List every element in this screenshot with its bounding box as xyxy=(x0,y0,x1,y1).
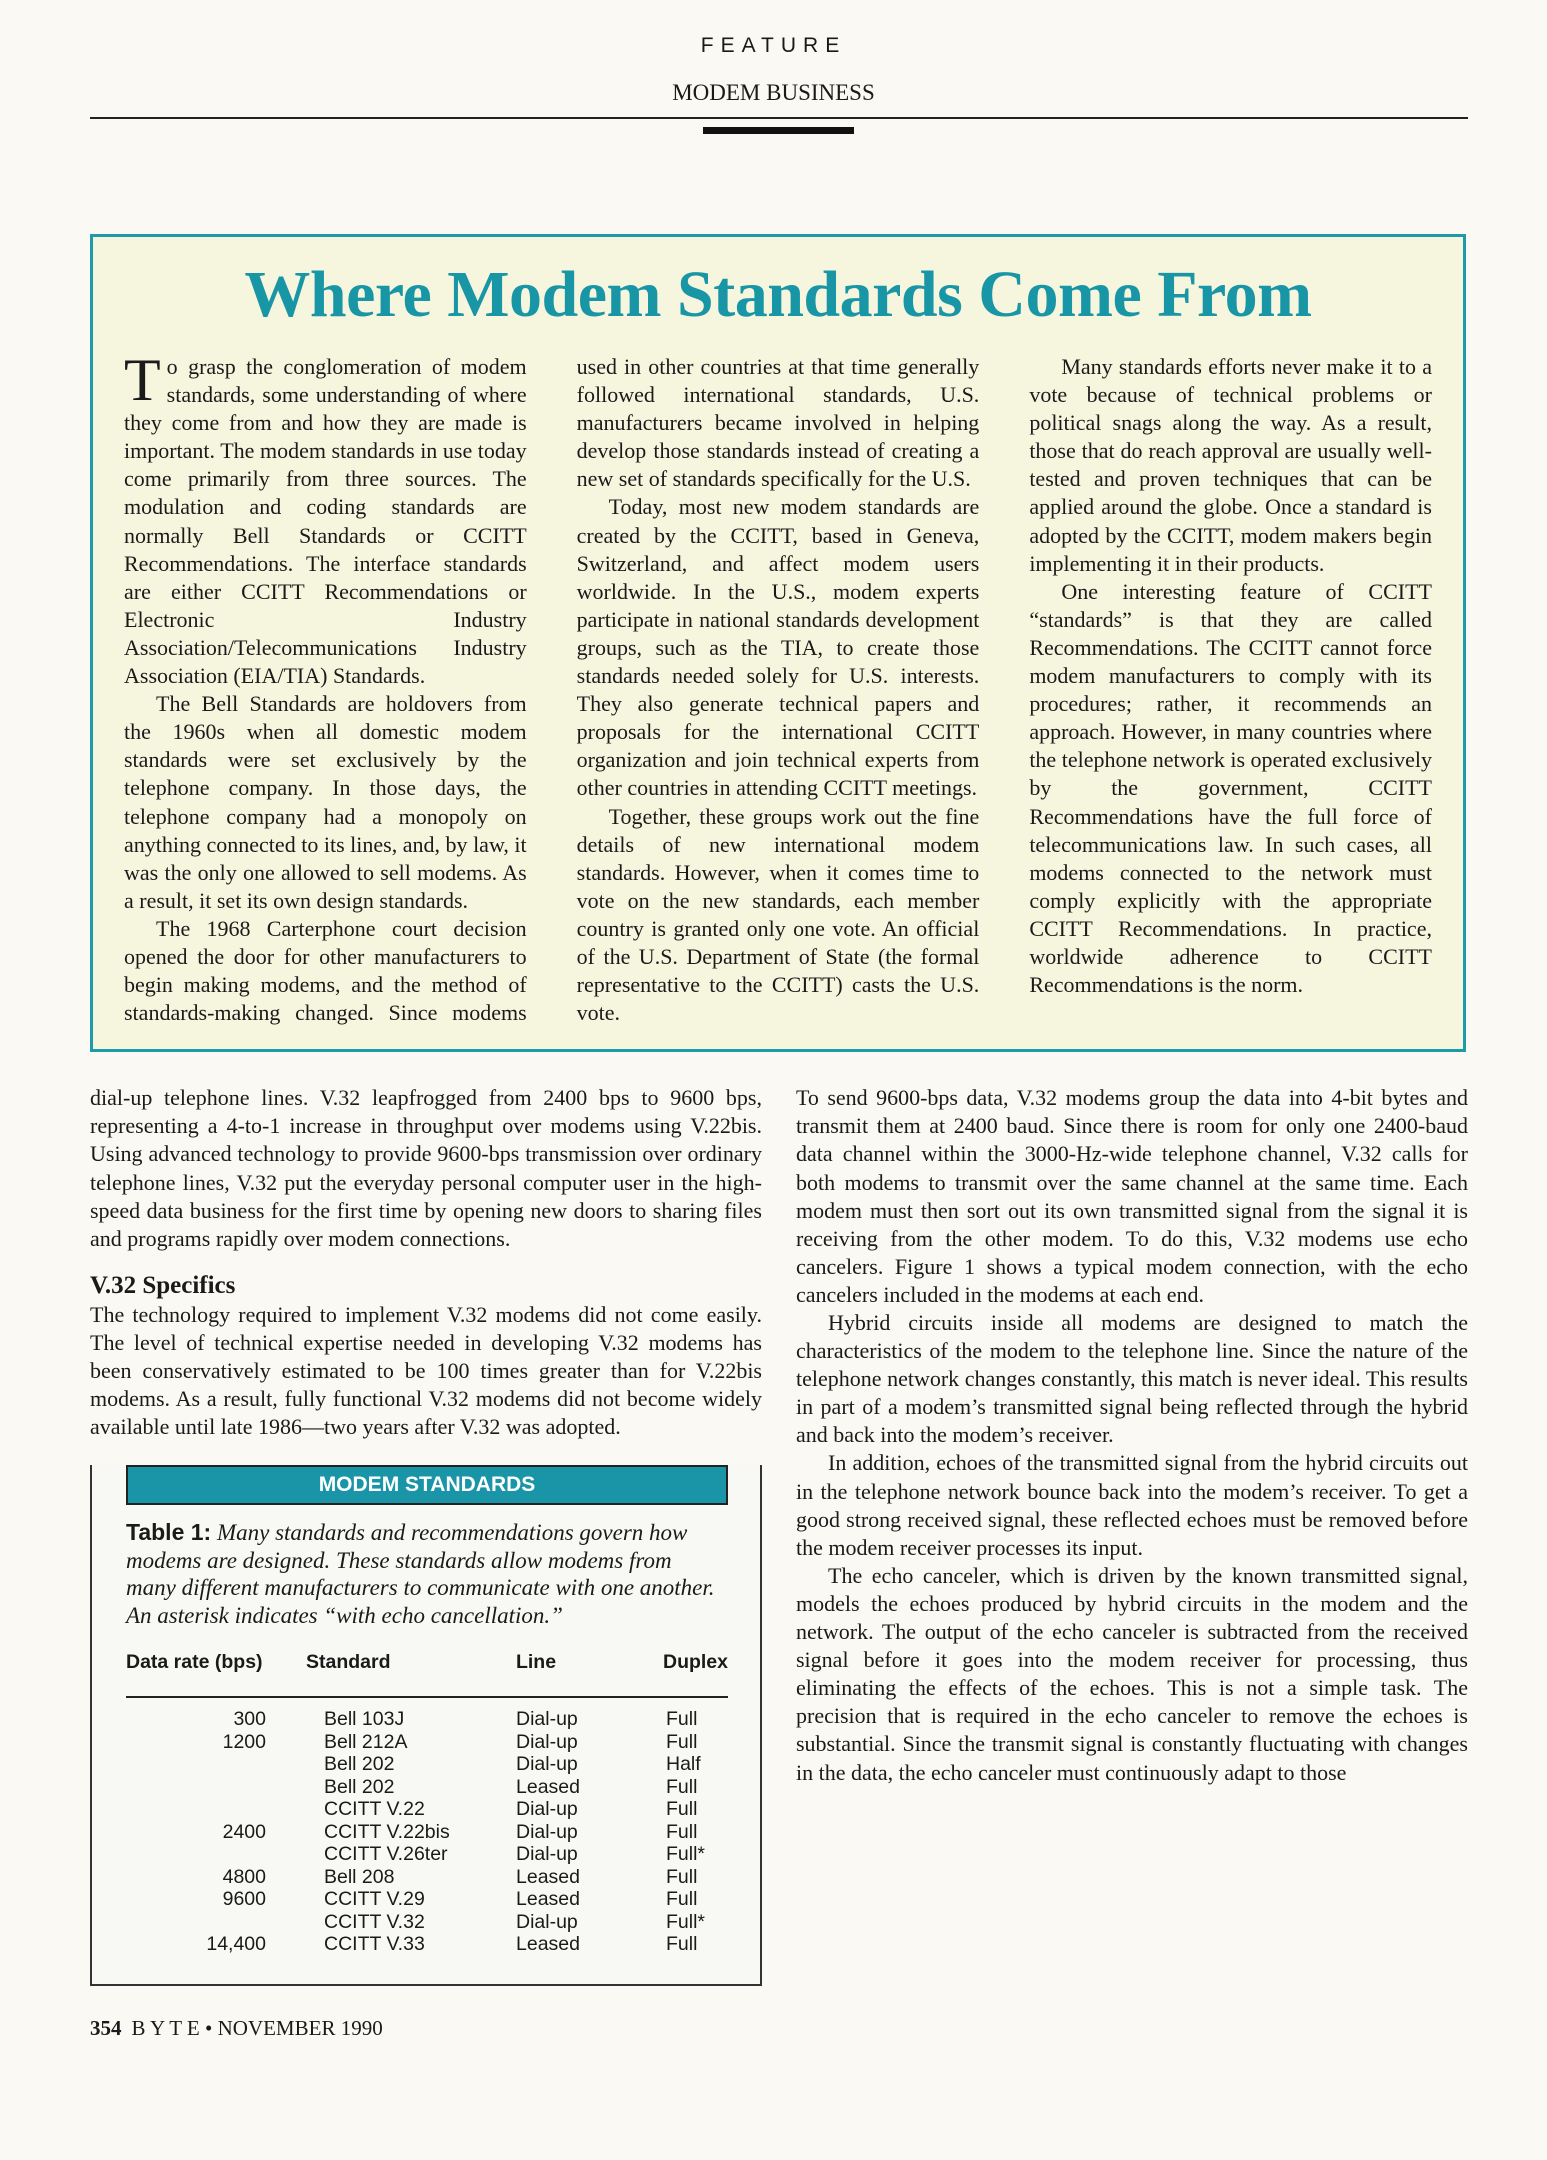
table-cell: Leased xyxy=(516,1775,580,1798)
table-caption-label: Table 1: xyxy=(126,1519,212,1546)
sidebar-paragraph xyxy=(124,347,527,690)
footer-text: B Y T E • NOVEMBER 1990 xyxy=(131,2015,383,2040)
article-column-left xyxy=(90,1084,762,1986)
table-cell: Full xyxy=(666,1730,698,1753)
table-cell: Dial-up xyxy=(516,1730,578,1753)
modem-standards-table-box xyxy=(90,1465,762,1986)
table-cell: CCITT V.22 xyxy=(324,1798,425,1821)
table-row xyxy=(126,1731,728,1754)
table-cell: CCITT V.26ter xyxy=(324,1843,448,1866)
table-cell: CCITT V.22bis xyxy=(324,1820,450,1843)
table-row xyxy=(126,1933,728,1956)
page-content xyxy=(90,234,1468,2061)
sidebar-paragraph: Today, most new modem standards are created by the CCITT, based in Geneva, Switzerland, and affect modem users worldwide. In the U.S., modem experts participate in national standards development groups, such as the TIA, to create those standards needed solely for U.S. interests. They also generate technical papers and proposals for the international CCITT organization and join technical experts from other countries in attending CCITT meetings. xyxy=(576,494,980,801)
sidebar-paragraph: The Bell Standards are holdovers from the 1960s when all domestic modem standards were set exclusively by the telephone company. In those days, the telephone company had a monopoly on anything connected to its lines, and, by law, it was the only one allowed to sell modems. As a result, it set its own design standards. xyxy=(124,691,527,913)
table-row xyxy=(126,1843,728,1866)
table-cell: Bell 202 xyxy=(324,1753,395,1776)
table-cell: Dial-up xyxy=(516,1753,578,1776)
article-paragraph: dial-up telephone lines. V.32 leapfrogged from 2400 bps to 9600 bps, representing a 4-to-1 increase in throughput over modems using V.22bis. Using advanced technology to provide 9600-bps transmission over ordinary telephone lines, V.32 put the everyday personal computer user in the high-speed data business for the first time by opening new doors to sharing files and programs rapidly over modem connections. xyxy=(90,1085,762,1251)
modem-standards-table xyxy=(126,1651,728,1956)
table-cell: Dial-up xyxy=(516,1798,578,1821)
article-body xyxy=(90,1084,1468,1986)
table-row xyxy=(126,1866,728,1889)
table-cell: CCITT V.32 xyxy=(324,1910,425,1933)
table-row xyxy=(126,1821,728,1844)
header-rule-bar xyxy=(703,127,854,134)
table-cell: 2400 xyxy=(222,1820,266,1843)
table-cell: Full xyxy=(666,1865,698,1888)
table-cell: Dial-up xyxy=(516,1708,578,1731)
article-column-right xyxy=(796,1084,1468,1986)
sidebar-paragraph: Together, these groups work out the fine details of new international modem standards. However, when it comes time to vote on the new standards, each member country is granted only one vote. An official of the U.S. Department of State (the formal representative to the CCITT) casts the U.S. vote. xyxy=(576,803,980,1026)
sidebar-paragraph: Many standards efforts never make it to a vote because of technical problems or political snags along the way. As a result, those that do reach approval are usually well-tested and proven techniques that can be applied around the globe. Once a standard is adopted by the CCITT, modem makers begin implementing it in their products. xyxy=(1029,354,1432,576)
table-cell: Full* xyxy=(666,1910,706,1933)
table-cell: 300 xyxy=(233,1708,266,1731)
table-cell: Dial-up xyxy=(516,1843,578,1866)
sidebar-box xyxy=(90,234,1466,1052)
sidebar-title: Where Modem Standards Come From xyxy=(244,258,1312,331)
table-cell: Bell 103J xyxy=(324,1708,405,1731)
table-cell: Leased xyxy=(516,1933,580,1956)
article-paragraph: The echo canceler, which is driven by the known transmitted signal, models the echoes produced by hybrid circuits in the modem and the network. The output of the echo canceler is subtracted from the received signal before it goes into the modem receiver for processing, thus eliminating the effects of the echoes. This is not a simple task. The precision that is required in the echo canceler to remove the echoes is substantial. Since the transmit signal is constantly fluctuating with changes in the data, the echo canceler must continuously adapt to those xyxy=(796,1562,1468,1785)
table-cell: Full xyxy=(666,1820,698,1843)
article-paragraph: To send 9600-bps data, V.32 modems group the data into 4-bit bytes and transmit them at 2400 baud. Since there is room for only one 2400-baud data channel within the 3000-Hz-wide telephone channel, V.32 calls for both modems to transmit over the same channel at the same time. Each modem must then sort out its own transmitted signal from the signal it is receiving from the other modem. To do this, V.32 modems use echo cancelers. Figure 1 shows a typical modem connection, with the echo cancelers included in the modems at each end. xyxy=(796,1085,1468,1307)
article-paragraph: In addition, echoes of the transmitted signal from the hybrid circuits out in the telephone network bounce back into the modem’s receiver. To get a good strong received signal, these reflected echoes must be removed before the modem receiver processes its input. xyxy=(796,1450,1468,1560)
table-cell: 14,400 xyxy=(206,1933,266,1956)
column-header: Line xyxy=(466,1651,606,1697)
table-row xyxy=(126,1911,728,1934)
table-cell: Leased xyxy=(516,1865,580,1888)
sidebar-columns xyxy=(124,347,1432,1027)
table-cell: Full xyxy=(666,1933,698,1956)
table-cell: 4800 xyxy=(222,1865,266,1888)
table-cell xyxy=(126,1753,266,1776)
table-cell: Bell 212A xyxy=(324,1730,408,1753)
article-paragraph: The technology required to implement V.32 modems did not come easily. The level of technical expertise needed in developing V.32 modems has been conservatively estimated to be 100 times greater than for V.22bis modems. As a result, fully functional V.32 modems did not become widely available until late 1986—two years after V.32 was adopted. xyxy=(90,1301,762,1440)
column-header: Standard xyxy=(266,1651,466,1697)
header-rule xyxy=(90,117,1468,119)
page-footer xyxy=(90,2016,1468,2061)
table-cell xyxy=(126,1843,266,1866)
section-title: MODEM BUSINESS xyxy=(672,80,875,105)
sidebar-paragraph: The 1968 Carterphone court decision opened the door for other manufacturers to begin making modems, and the method of standards-making changed. Since modems used in other countries at that time generally followed international standards, U.S. manufacturers became involved in helping develop those standards instead of creating a new set of standards specifically for the U.S. xyxy=(124,354,980,1026)
table-cell: CCITT V.29 xyxy=(324,1888,425,1911)
table-row xyxy=(126,1776,728,1799)
sidebar-paragraph: One interesting feature of CCITT “standards” is that they are called Recommendations. The CCITT cannot force modem manufacturers to comply with its procedures; rather, it recommends an approach. However, in many countries where the telephone network is operated exclusively by the government, CCITT Recommendations have the full force of telecommunications law. In such cases, all modems connected to the network must comply explicitly with the appropriate CCITT Recommendations. In practice, worldwide adherence to CCITT Recommendations is the norm. xyxy=(1029,578,1432,998)
table-row xyxy=(126,1697,728,1731)
article-heading: V.32 Specifics xyxy=(90,1271,236,1299)
table-cell: Full xyxy=(666,1888,698,1911)
table-cell: 1200 xyxy=(222,1730,266,1753)
table-cell: Full* xyxy=(666,1843,706,1866)
drop-cap: T xyxy=(124,347,161,413)
table-row xyxy=(126,1753,728,1776)
table-cell: CCITT V.33 xyxy=(324,1933,425,1956)
column-header: Duplex xyxy=(606,1651,728,1697)
column-header: Data rate (bps) xyxy=(126,1651,266,1697)
table-cell: Half xyxy=(666,1753,701,1776)
table-cell: Dial-up xyxy=(516,1910,578,1933)
table-cell: Dial-up xyxy=(516,1820,578,1843)
sidebar-paragraph-text: o grasp the conglomeration of modem standards, some understanding of where they come from and how they are made is important. The modem standards in use today come primarily from three sources. The modulation and coding standards are normally Bell Standards or CCITT Recommendations. The interface standards are either CCITT Recommendations or Electronic Industry Association/Telecommunications Industry Association (EIA/TIA) Standards. xyxy=(124,354,527,689)
table-row xyxy=(126,1888,728,1911)
table-cell: Full xyxy=(666,1798,698,1821)
table-cell: Full xyxy=(666,1708,698,1731)
table-cell: Leased xyxy=(516,1888,580,1911)
table-cell: Bell 202 xyxy=(324,1775,395,1798)
table-cell: 9600 xyxy=(222,1888,266,1911)
table-cell xyxy=(126,1776,266,1799)
page-number: 354 xyxy=(90,2015,122,2040)
table-cell xyxy=(126,1798,266,1821)
section-kicker: FEATURE xyxy=(700,34,847,57)
table-cell: Bell 208 xyxy=(324,1865,395,1888)
article-paragraph: Hybrid circuits inside all modems are designed to match the characteristics of the modem to the telephone line. Since the nature of the telephone network changes constantly, this match is never ideal. This results in part of a modem’s transmitted signal being reflected through the hybrid and back into the modem’s receiver. xyxy=(796,1310,1468,1448)
table-body xyxy=(126,1697,728,1956)
table-row xyxy=(126,1798,728,1821)
table-cell xyxy=(126,1911,266,1934)
table-header-bar: MODEM STANDARDS xyxy=(126,1465,728,1505)
table-caption xyxy=(126,1519,726,1629)
table-caption-text: Many standards and recommendations govern how modems are designed. These standards allow modems from many different manufacturers to communicate with one another. An asterisk indicates “with echo cancellation.” xyxy=(126,1520,715,1628)
table-cell: Full xyxy=(666,1775,698,1798)
